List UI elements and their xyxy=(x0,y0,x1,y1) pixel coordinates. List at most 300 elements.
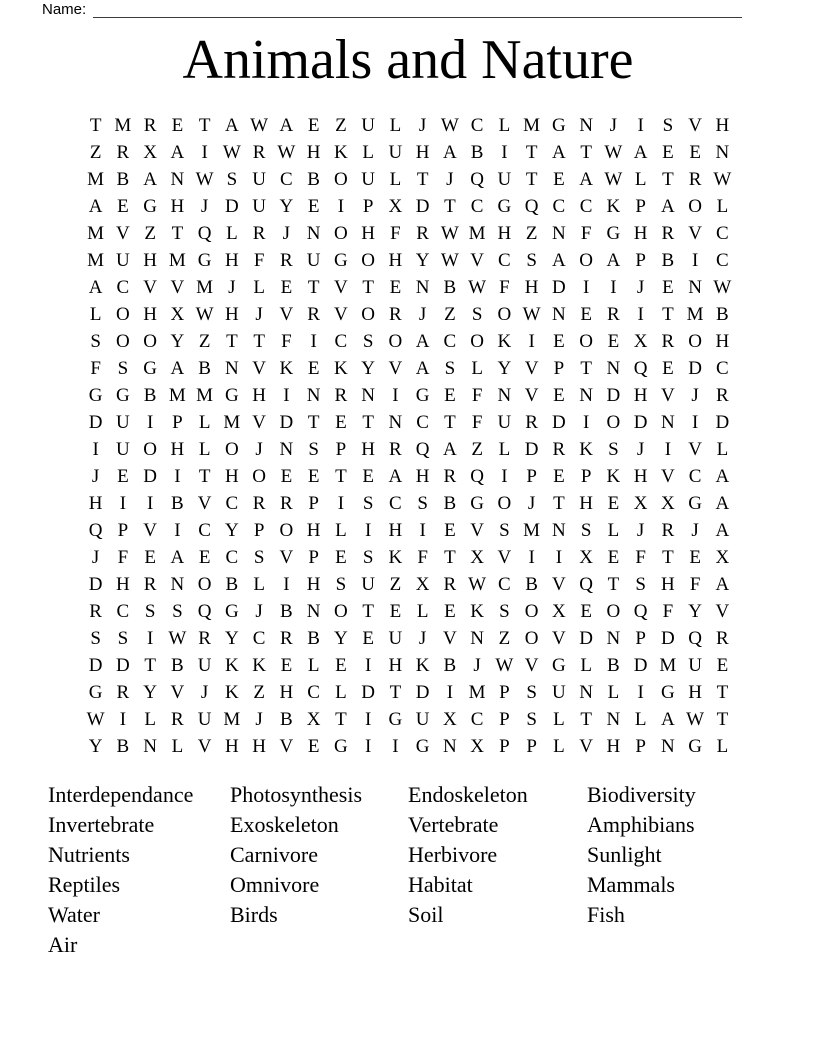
grid-letter: V xyxy=(524,384,539,406)
grid-letter: M xyxy=(468,222,486,244)
grid-letter: A xyxy=(552,249,566,271)
grid-letter: V xyxy=(688,222,702,244)
grid-letter: V xyxy=(524,357,539,379)
grid-letter: J xyxy=(636,439,645,460)
grid-letter: H xyxy=(252,736,266,758)
grid-letter: O xyxy=(143,330,157,352)
grid-letter: L xyxy=(553,709,565,731)
grid-letter: B xyxy=(716,303,729,325)
grid-letter: C xyxy=(116,276,130,298)
grid-letter: A xyxy=(388,466,403,488)
grid-letter: N xyxy=(306,601,321,623)
grid-letter: Q xyxy=(688,628,702,650)
grid-letter: M xyxy=(659,655,677,677)
grid-letter: O xyxy=(524,601,539,623)
grid-letter: S xyxy=(417,493,428,515)
grid-letter: H xyxy=(361,222,375,244)
grid-letter: A xyxy=(88,195,103,217)
grid-letter: R xyxy=(252,141,266,163)
grid-letter: B xyxy=(607,655,620,677)
grid-letter: V xyxy=(388,357,403,379)
grid-letter: J xyxy=(91,466,100,488)
grid-letter: A xyxy=(415,330,430,352)
grid-letter: P xyxy=(553,357,565,379)
grid-letter: R xyxy=(89,601,102,623)
grid-letter: G xyxy=(552,114,566,136)
grid-letter: K xyxy=(334,357,348,379)
grid-letter: U xyxy=(688,655,702,677)
grid-letter: H xyxy=(497,222,512,244)
grid-letter: C xyxy=(470,195,484,217)
grid-letter: E xyxy=(307,466,320,488)
grid-letter: E xyxy=(607,547,620,569)
grid-letter: T xyxy=(580,141,592,163)
grid-letter: H xyxy=(116,574,130,596)
grid-letter: N xyxy=(661,411,675,433)
grid-letter: N xyxy=(715,141,730,163)
grid-letter: S xyxy=(662,114,674,136)
grid-letter: I xyxy=(146,411,154,433)
grid-letter: V xyxy=(279,303,294,325)
grid-letter: E xyxy=(389,276,402,298)
grid-letter: L xyxy=(198,439,211,460)
grid-letter: V xyxy=(197,736,212,758)
grid-letter: M xyxy=(223,709,241,731)
grid-letter: S xyxy=(172,601,183,623)
grid-letter: I xyxy=(446,682,454,704)
grid-letter: O xyxy=(688,330,702,352)
grid-letter: Z xyxy=(525,222,538,244)
puzzle-title: Animals and Nature xyxy=(182,29,634,91)
grid-letter: G xyxy=(197,249,212,271)
grid-letter: E xyxy=(689,547,701,569)
grid-letter: G xyxy=(552,655,566,677)
grid-letter: E xyxy=(389,601,402,623)
grid-letter: N xyxy=(552,520,566,542)
grid-letter: N xyxy=(388,411,403,433)
grid-letter: P xyxy=(499,736,510,758)
grid-letter: X xyxy=(633,330,648,352)
grid-letter: B xyxy=(525,574,538,596)
word-list-item: Nutrients xyxy=(48,842,130,867)
grid-letter: U xyxy=(197,655,212,677)
grid-letter: B xyxy=(661,249,675,271)
grid-letter: I xyxy=(174,520,181,542)
grid-letter: O xyxy=(143,439,157,460)
grid-letter: X xyxy=(579,547,593,569)
grid-letter: N xyxy=(579,682,593,704)
grid-letter: E xyxy=(362,466,374,488)
grid-letter: I xyxy=(174,466,181,488)
grid-letter: E xyxy=(335,655,347,677)
grid-letter: I xyxy=(364,520,372,542)
grid-letter: H xyxy=(143,249,157,271)
grid-letter: J xyxy=(473,655,481,677)
grid-letter: F xyxy=(117,547,129,569)
grid-letter: N xyxy=(143,736,157,758)
grid-letter: L xyxy=(553,736,565,758)
grid-letter: G xyxy=(497,195,512,217)
word-list-item: Air xyxy=(48,932,78,957)
grid-letter: R xyxy=(389,303,402,325)
grid-letter: O xyxy=(606,601,621,623)
grid-letter: J xyxy=(691,384,699,406)
grid-letter: P xyxy=(635,195,646,217)
grid-letter: H xyxy=(225,303,239,325)
grid-letter: V xyxy=(661,384,675,406)
grid-letter: O xyxy=(388,330,403,352)
grid-letter: J xyxy=(527,493,536,515)
grid-letter: R xyxy=(116,682,130,704)
grid-letter: X xyxy=(388,195,403,217)
grid-letter: R xyxy=(525,411,538,433)
grid-letter: V xyxy=(170,276,185,298)
grid-letter: T xyxy=(444,195,456,217)
grid-letter: M xyxy=(523,520,541,542)
grid-letter: H xyxy=(661,574,675,596)
grid-letter: H xyxy=(633,222,648,244)
grid-letter: S xyxy=(499,520,510,542)
grid-letter: T xyxy=(307,411,320,433)
grid-letter: J xyxy=(418,114,427,136)
grid-letter: N xyxy=(279,439,294,460)
grid-letter: Q xyxy=(197,601,212,623)
grid-letter: A xyxy=(170,357,185,379)
grid-letter: L xyxy=(634,168,647,190)
grid-letter: W xyxy=(495,655,514,677)
grid-letter: A xyxy=(225,114,239,136)
grid-letter: E xyxy=(280,466,293,488)
grid-letter: V xyxy=(334,303,348,325)
grid-letter: T xyxy=(362,411,374,433)
grid-letter: V xyxy=(279,736,294,758)
grid-letter: M xyxy=(468,682,486,704)
grid-letter: V xyxy=(688,439,702,460)
grid-letter: X xyxy=(306,709,321,731)
grid-letter: E xyxy=(580,303,592,325)
grid-letter: E xyxy=(553,384,565,406)
grid-letter: C xyxy=(470,709,484,731)
grid-letter: T xyxy=(253,330,265,352)
grid-letter: S xyxy=(471,303,483,325)
grid-letter: E xyxy=(716,655,729,677)
grid-letter: F xyxy=(471,411,483,433)
grid-letter: V xyxy=(552,628,566,650)
grid-letter: I xyxy=(337,493,345,515)
grid-letter: D xyxy=(633,655,648,677)
grid-letter: G xyxy=(415,384,430,406)
word-list-item: Exoskeleton xyxy=(230,812,339,837)
grid-letter: J xyxy=(282,222,291,244)
grid-letter: A xyxy=(715,574,730,596)
grid-letter: T xyxy=(553,493,565,515)
grid-letter: X xyxy=(443,709,457,731)
grid-letter: M xyxy=(87,249,105,271)
grid-letter: I xyxy=(364,736,372,758)
grid-letter: U xyxy=(388,141,403,163)
grid-letter: C xyxy=(198,520,211,542)
word-list-item: Carnivore xyxy=(230,842,318,867)
grid-letter: T xyxy=(716,709,729,731)
word-list-column xyxy=(230,780,408,930)
grid-letter: R xyxy=(716,384,729,406)
grid-letter: O xyxy=(688,195,702,217)
grid-letter: J xyxy=(636,520,645,542)
word-list-item: Endoskeleton xyxy=(408,782,528,807)
grid-letter: F xyxy=(580,222,592,244)
grid-letter: G xyxy=(334,736,348,758)
word-list-item: Birds xyxy=(230,902,278,927)
grid-letter: W xyxy=(604,141,623,163)
grid-letter: P xyxy=(635,628,646,650)
word-list-item: Reptiles xyxy=(48,872,121,897)
grid-letter: I xyxy=(555,547,563,569)
grid-letter: I xyxy=(364,655,372,677)
grid-letter: B xyxy=(307,168,320,190)
grid-letter: Y xyxy=(88,736,103,758)
grid-letter: E xyxy=(553,466,565,488)
grid-letter: R xyxy=(443,466,457,488)
grid-letter: B xyxy=(171,493,184,515)
grid-letter: J xyxy=(255,709,263,731)
grid-letter: T xyxy=(580,357,592,379)
grid-letter: O xyxy=(334,222,348,244)
grid-letter: F xyxy=(662,601,674,623)
grid-letter: L xyxy=(307,655,320,677)
grid-letter: R xyxy=(143,574,157,596)
grid-letter: H xyxy=(361,439,375,460)
grid-letter: W xyxy=(604,168,623,190)
grid-letter: H xyxy=(715,330,730,352)
grid-letter: T xyxy=(335,709,347,731)
grid-letter: O xyxy=(497,303,512,325)
word-list-item: Biodiversity xyxy=(587,782,696,807)
grid-letter: V xyxy=(661,466,675,488)
grid-letter: G xyxy=(606,222,621,244)
grid-letter: T xyxy=(662,547,674,569)
grid-letter: T xyxy=(171,222,184,244)
grid-letter: P xyxy=(335,439,347,460)
grid-letter: H xyxy=(170,439,185,460)
grid-letter: W xyxy=(713,276,732,298)
grid-letter: V xyxy=(252,411,266,433)
grid-letter: C xyxy=(334,330,348,352)
grid-letter: Y xyxy=(143,682,157,704)
grid-letter: H xyxy=(225,466,239,488)
word-list-column xyxy=(48,780,230,960)
grid-letter: Q xyxy=(197,222,212,244)
grid-letter: M xyxy=(196,384,214,406)
grid-letter: W xyxy=(277,141,296,163)
grid-letter: W xyxy=(168,628,187,650)
grid-letter: L xyxy=(716,195,729,217)
grid-letter: A xyxy=(88,276,103,298)
word-list-item: Vertebrate xyxy=(408,812,499,837)
grid-letter: N xyxy=(688,276,702,298)
grid-letter: V xyxy=(715,601,730,623)
grid-letter: S xyxy=(226,168,238,190)
grid-letter: B xyxy=(116,168,130,190)
grid-letter: T xyxy=(416,168,429,190)
grid-letter: A xyxy=(606,249,621,271)
grid-letter: T xyxy=(662,168,674,190)
grid-letter: W xyxy=(468,574,487,596)
grid-letter: L xyxy=(580,655,592,677)
grid-letter: Q xyxy=(470,168,484,190)
grid-letter: N xyxy=(579,384,593,406)
word-list-item: Amphibians xyxy=(587,812,695,837)
word-list-item: Sunlight xyxy=(587,842,662,867)
grid-letter: D xyxy=(279,411,294,433)
grid-letter: E xyxy=(144,547,156,569)
grid-letter: N xyxy=(415,276,430,298)
grid-letter: A xyxy=(170,141,185,163)
grid-letter: S xyxy=(526,682,537,704)
grid-letter: Z xyxy=(444,303,456,325)
grid-letter: A xyxy=(170,547,185,569)
grid-letter: I xyxy=(664,439,672,460)
grid-letter: X xyxy=(470,547,484,569)
grid-letter: H xyxy=(388,249,403,271)
grid-letter: O xyxy=(225,439,239,460)
grid-letter: K xyxy=(606,195,621,217)
grid-letter: T xyxy=(226,330,238,352)
grid-letter: E xyxy=(335,411,347,433)
grid-letter: R xyxy=(661,330,675,352)
grid-letter: H xyxy=(252,384,266,406)
grid-letter: V xyxy=(552,574,566,596)
grid-letter: J xyxy=(446,168,454,190)
grid-letter: W xyxy=(222,141,241,163)
grid-letter: R xyxy=(688,168,702,190)
grid-letter: W xyxy=(522,303,541,325)
grid-letter: I xyxy=(637,114,644,136)
grid-letter: A xyxy=(443,141,457,163)
grid-letter: H xyxy=(524,276,539,298)
grid-letter: A xyxy=(443,439,457,460)
grid-letter: L xyxy=(198,411,211,433)
grid-letter: G xyxy=(225,384,239,406)
grid-letter: U xyxy=(497,411,512,433)
grid-letter: Z xyxy=(89,141,102,163)
grid-letter: L xyxy=(253,574,265,596)
grid-letter: T xyxy=(198,466,211,488)
grid-letter: P xyxy=(635,736,646,758)
word-list-item: Water xyxy=(48,902,100,927)
grid-letter: B xyxy=(470,141,484,163)
grid-letter: A xyxy=(552,141,566,163)
grid-letter: H xyxy=(633,384,648,406)
grid-letter: C xyxy=(225,493,239,515)
grid-letter: I xyxy=(528,547,535,569)
grid-letter: V xyxy=(170,682,185,704)
grid-letter: F xyxy=(253,249,265,271)
grid-letter: S xyxy=(362,547,374,569)
grid-letter: R xyxy=(389,439,402,460)
grid-letter: T xyxy=(580,709,592,731)
grid-letter: Y xyxy=(225,628,239,650)
grid-letter: C xyxy=(579,195,593,217)
grid-letter: J xyxy=(91,547,100,569)
grid-letter: I xyxy=(582,276,590,298)
grid-letter: E xyxy=(280,655,293,677)
grid-letter: D xyxy=(633,411,648,433)
grid-letter: V xyxy=(252,357,266,379)
grid-letter: L xyxy=(89,303,102,325)
grid-letter: E xyxy=(689,141,701,163)
grid-letter: R xyxy=(716,628,729,650)
grid-letter: U xyxy=(361,574,375,596)
grid-letter: D xyxy=(688,357,702,379)
grid-letter: M xyxy=(114,114,132,136)
grid-letter: Q xyxy=(633,357,648,379)
grid-letter: S xyxy=(362,330,374,352)
grid-letter: X xyxy=(470,736,484,758)
grid-letter: T xyxy=(389,682,402,704)
grid-letter: T xyxy=(89,114,102,136)
grid-letter: A xyxy=(715,493,730,515)
grid-letter: J xyxy=(418,303,427,325)
grid-letter: Y xyxy=(497,357,512,379)
grid-letter: E xyxy=(307,736,320,758)
grid-letter: C xyxy=(716,222,729,244)
grid-letter: O xyxy=(579,249,593,271)
grid-letter: U xyxy=(116,439,130,460)
grid-letter: L xyxy=(634,709,647,731)
grid-letter: R xyxy=(552,439,566,460)
grid-letter: U xyxy=(497,168,512,190)
grid-letter: R xyxy=(252,222,266,244)
grid-letter: H xyxy=(415,141,430,163)
grid-letter: N xyxy=(306,222,321,244)
grid-letter: Y xyxy=(688,601,702,623)
grid-letter: A xyxy=(143,168,157,190)
grid-letter: W xyxy=(686,709,705,731)
grid-letter: S xyxy=(526,709,537,731)
grid-letter: F xyxy=(635,547,646,569)
grid-letter: C xyxy=(443,330,457,352)
grid-letter: O xyxy=(334,601,348,623)
grid-letter: O xyxy=(116,330,130,352)
grid-letter: R xyxy=(607,303,620,325)
grid-letter: E xyxy=(335,547,347,569)
grid-letter: G xyxy=(88,682,103,704)
grid-letter: U xyxy=(361,114,375,136)
grid-letter: H xyxy=(143,303,157,325)
grid-letter: Z xyxy=(144,222,156,244)
grid-letter: U xyxy=(361,168,375,190)
grid-letter: E xyxy=(307,357,320,379)
grid-letter: Z xyxy=(335,114,347,136)
grid-letter: Z xyxy=(471,439,483,460)
grid-letter: D xyxy=(579,628,593,650)
grid-letter: O xyxy=(470,330,484,352)
grid-letter: V xyxy=(334,276,348,298)
word-list-item: Photosynthesis xyxy=(230,782,363,807)
grid-letter: T xyxy=(525,141,538,163)
grid-letter: D xyxy=(661,628,675,650)
grid-letter: F xyxy=(499,276,510,298)
grid-letter: Q xyxy=(633,601,648,623)
grid-letter: H xyxy=(306,141,321,163)
grid-letter: W xyxy=(440,222,459,244)
grid-letter: D xyxy=(552,411,566,433)
grid-letter: Y xyxy=(225,520,239,542)
grid-letter: F xyxy=(417,547,428,569)
grid-letter: E xyxy=(307,195,320,217)
grid-letter: N xyxy=(579,114,593,136)
grid-letter: F xyxy=(90,357,101,379)
